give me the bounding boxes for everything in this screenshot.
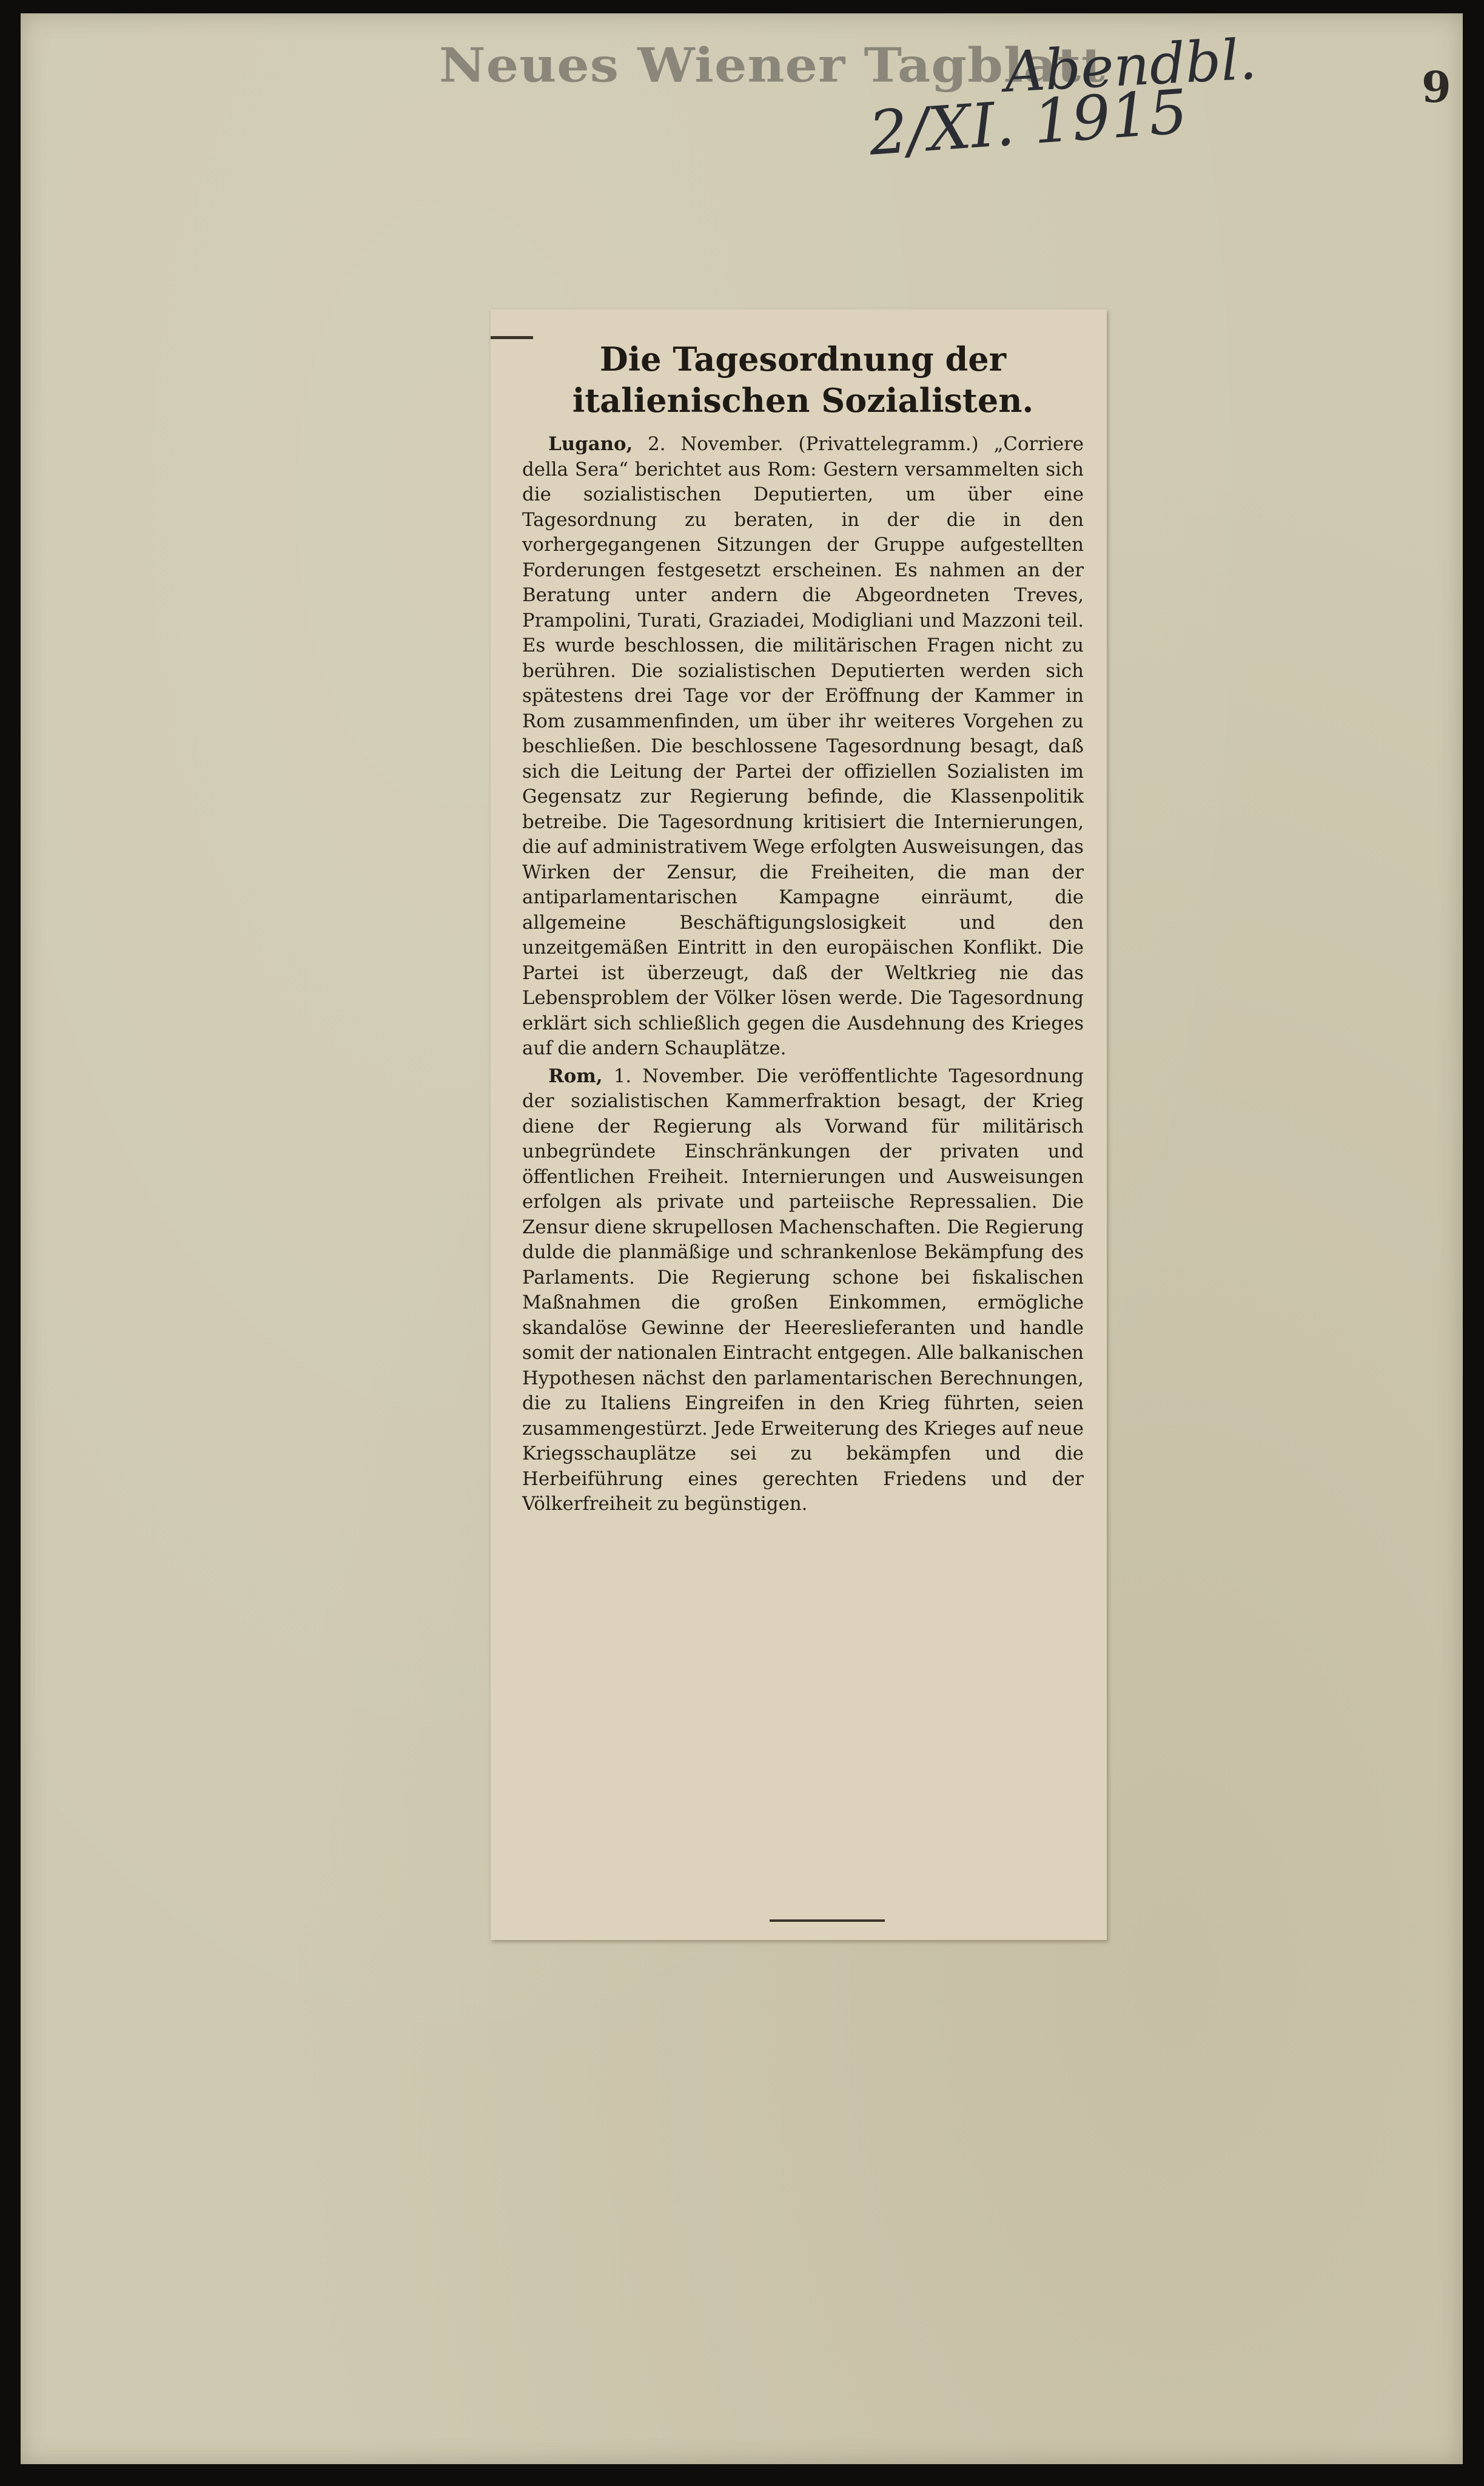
paragraph-text: 1. November. Die veröffentlichte Tagesordnung der sozialistischen Kammerfraktion besagt, der Krieg diene der Regierung als Vorwand für militärisch unbegründete Einschränkungen der privaten und öffentlichen Freiheit. Internierungen und Ausweisungen erfolgen als private und parteiische Repressalien. Die Zensur diene skrupellosen Machenschaften. Die Regierung dulde die planmäßige und schrankenlose Bekämpfung des Parlaments. Die Regierung schone bei fiskalischen Maßnahmen die großen Einkommen, ermögliche skandalöse Gewinne der Heereslieferanten und handle somit der nationalen Eintracht entgegen. Alle balkanischen Hypothesen nächst den parlamentarischen Berechnungen, die zu Italiens Eingreifen in den Krieg führten, seien zusammengestürzt. Jede Erweiterung des Krieges auf neue Kriegsschauplätze sei zu bekämpfen und die Herbeiführung eines gerechten Friedens und der Völkerfreiheit zu begünstigen. <box>522 1065 1084 1515</box>
article-paragraph-lugano <box>522 432 1084 1062</box>
paragraph-text: 2. November. (Privattelegramm.) „Corriere della Sera“ berichtet aus Rom: Gestern versammelten sich die sozialistischen Deputierten, um über eine Tagesordnung zu beraten, in der die in den vorhergegangenen Sitzungen der Gruppe aufgestellten Forderungen festgesetzt erscheinen. Es nahmen an der Beratung unter andern die Abgeordneten Treves, Prampolini, Turati, Graziadei, Modigliani und Mazzoni teil. Es wurde beschlossen, die militärischen Fragen nicht zu berühren. Die sozialistischen Deputierten werden sich spätestens drei Tage vor der Eröffnung der Kammer in Rom zusammenfinden, um über ihr weiteres Vorgehen zu beschließen. Die beschlossene Tagesordnung besagt, daß sich die Leitung der Partei der offiziellen Sozialisten im Gegensatz zur Regierung befinde, die Klassenpolitik betreibe. Die Tagesordnung kritisiert die Internierungen, die auf administrativem Wege erfolgten Ausweisungen, das Wirken der Zensur, die Freiheiten, die man der antiparlamentarischen Kampagne einräumt, die allgemeine Beschäftigungslosigkeit und den unzeitgemäßen Eintritt in den europäischen Konflikt. Die Partei ist überzeugt, daß der Weltkrieg nie das Lebensproblem der Völker lösen werde. Die Tagesordnung erklärt sich schließlich gegen die Ausdehnung des Krieges auf die andern Schauplätze. <box>522 433 1084 1059</box>
paragraph-dateline: Lugano, <box>548 433 633 455</box>
newspaper-clipping <box>491 309 1107 1940</box>
clipping-top-rule <box>491 336 533 339</box>
page-number: 9 <box>1422 62 1451 112</box>
handwritten-edition-note: Abendbl. <box>1003 27 1258 105</box>
clipping-bottom-rule <box>770 1919 885 1922</box>
handwritten-date: 2/XI. 1915 <box>867 76 1190 169</box>
article-paragraph-rom <box>522 1064 1084 1517</box>
paragraph-dateline: Rom, <box>548 1065 603 1087</box>
newspaper-stamp: Neues Wiener Tagblatt <box>439 38 1106 93</box>
archive-sheet <box>21 13 1463 2464</box>
article-headline: Die Tagesordnung der italienischen Sozialisten. <box>572 340 1034 420</box>
